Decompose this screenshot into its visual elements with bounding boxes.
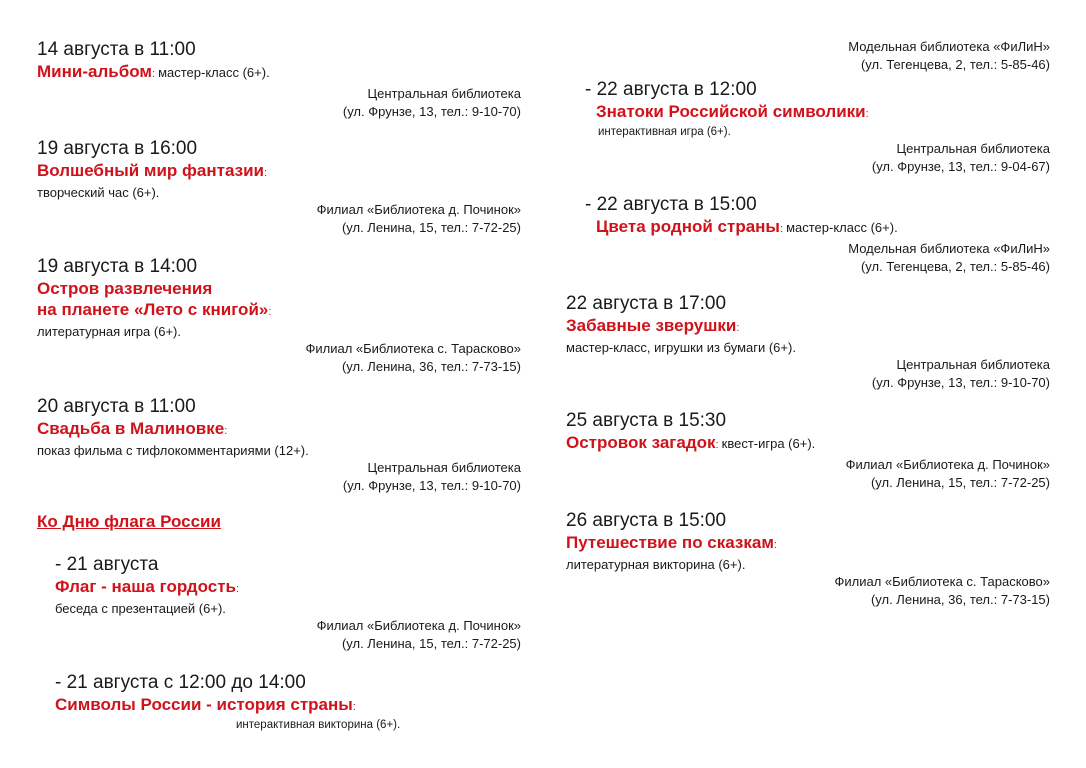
event-9: [566, 292, 1050, 392]
event-10: [566, 409, 1050, 492]
event-description: показ фильма с тифлокомментариями (12+).: [37, 443, 309, 458]
event-title: Островок загадок: квест-игра (6+).: [566, 433, 816, 452]
event-1: [37, 38, 521, 121]
event-title-line-1: Остров развлечения: [37, 279, 213, 298]
event-description: мастер-класс (6+).: [158, 65, 270, 80]
library-address: (ул. Ленина, 15, тел.: 7-72-25): [341, 636, 521, 651]
library-address: (ул. Ленина, 36, тел.: 7-73-15): [870, 592, 1050, 607]
event-8: [585, 193, 1050, 276]
library-address: (ул. Ленина, 15, тел.: 7-72-25): [341, 220, 521, 235]
event-date: 22 августа в 17:00: [566, 293, 727, 314]
section-heading: Ко Дню флага России: [37, 512, 221, 531]
event-date: 25 августа в 15:30: [566, 410, 727, 431]
library-name: Центральная библиотека: [367, 460, 521, 475]
library-name: Филиал «Библиотека с. Тарасково»: [834, 574, 1050, 589]
event-date: - 21 августа с 12:00 до 14:00: [55, 672, 306, 693]
event-description: мастер-класс, игрушки из бумаги (6+).: [566, 340, 796, 355]
event-date: - 21 августа: [55, 554, 159, 575]
event-date: 14 августа в 11:00: [37, 39, 196, 60]
event-4: [37, 395, 521, 495]
library-address: (ул. Тегенцева, 2, тел.: 5-85-46): [860, 57, 1050, 72]
event-2: [37, 137, 521, 237]
event-description: интерактивная игра (6+).: [598, 126, 731, 138]
event-date: - 22 августа в 15:00: [585, 194, 757, 215]
event-title: Символы России - история страны:: [55, 695, 356, 714]
library-name: Центральная библиотека: [896, 141, 1050, 156]
library-address: (ул. Фрунзе, 13, тел.: 9-10-70): [342, 104, 521, 119]
event-description: квест-игра (6+).: [721, 436, 816, 451]
event-title: Путешествие по сказкам:: [566, 533, 777, 552]
event-description: творческий час (6+).: [37, 185, 160, 200]
event-title: Знатоки Российской символики:: [596, 102, 869, 121]
library-name: Филиал «Библиотека д. Починок»: [316, 618, 521, 633]
event-title: Волшебный мир фантазии:: [37, 161, 268, 180]
library-name: Центральная библиотека: [896, 357, 1050, 372]
event-title: Флаг - наша гордость:: [55, 577, 240, 596]
event-title: Свадьба в Малиновке:: [37, 419, 228, 438]
event-date: 19 августа в 16:00: [37, 138, 198, 159]
event-description: литературная игра (6+).: [37, 324, 181, 339]
event-title: Забавные зверушки:: [566, 316, 740, 335]
event-date: 20 августа в 11:00: [37, 396, 196, 417]
event-3: [37, 255, 521, 376]
library-address: (ул. Ленина, 36, тел.: 7-73-15): [341, 359, 521, 374]
library-name: Модельная библиотека «ФиЛиН»: [848, 241, 1050, 256]
library-name: Филиал «Библиотека д. Починок»: [845, 457, 1050, 472]
library-address: (ул. Ленина, 15, тел.: 7-72-25): [870, 475, 1050, 490]
library-address: (ул. Тегенцева, 2, тел.: 5-85-46): [860, 259, 1050, 274]
event-5: [55, 553, 521, 653]
event-7: [585, 78, 1050, 176]
library-address: (ул. Фрунзе, 13, тел.: 9-10-70): [871, 375, 1050, 390]
library-name: Филиал «Библиотека с. Тарасково»: [305, 341, 521, 356]
event-11: [566, 509, 1050, 609]
event-title-line-2: на планете «Лето с книгой»:: [37, 300, 272, 319]
top-library-block: [566, 38, 1050, 74]
event-description: литературная викторина (6+).: [566, 557, 746, 572]
event-date: - 22 августа в 12:00: [585, 79, 757, 100]
event-description: мастер-класс (6+).: [786, 220, 898, 235]
event-date: 19 августа в 14:00: [37, 256, 198, 277]
event-6: [55, 671, 521, 733]
library-address: (ул. Фрунзе, 13, тел.: 9-10-70): [342, 478, 521, 493]
library-name: Центральная библиотека: [367, 86, 521, 101]
event-title: Мини-альбом: мастер-класс (6+).: [37, 62, 270, 81]
library-name: Модельная библиотека «ФиЛиН»: [848, 39, 1050, 54]
library-address: (ул. Фрунзе, 13, тел.: 9-04-67): [871, 159, 1050, 174]
library-name: Филиал «Библиотека д. Починок»: [316, 202, 521, 217]
event-description: интерактивная викторина (6+).: [236, 719, 401, 731]
event-date: 26 августа в 15:00: [566, 510, 727, 531]
event-description: беседа с презентацией (6+).: [55, 601, 226, 616]
event-title: Цвета родной страны: мастер-класс (6+).: [596, 217, 898, 236]
